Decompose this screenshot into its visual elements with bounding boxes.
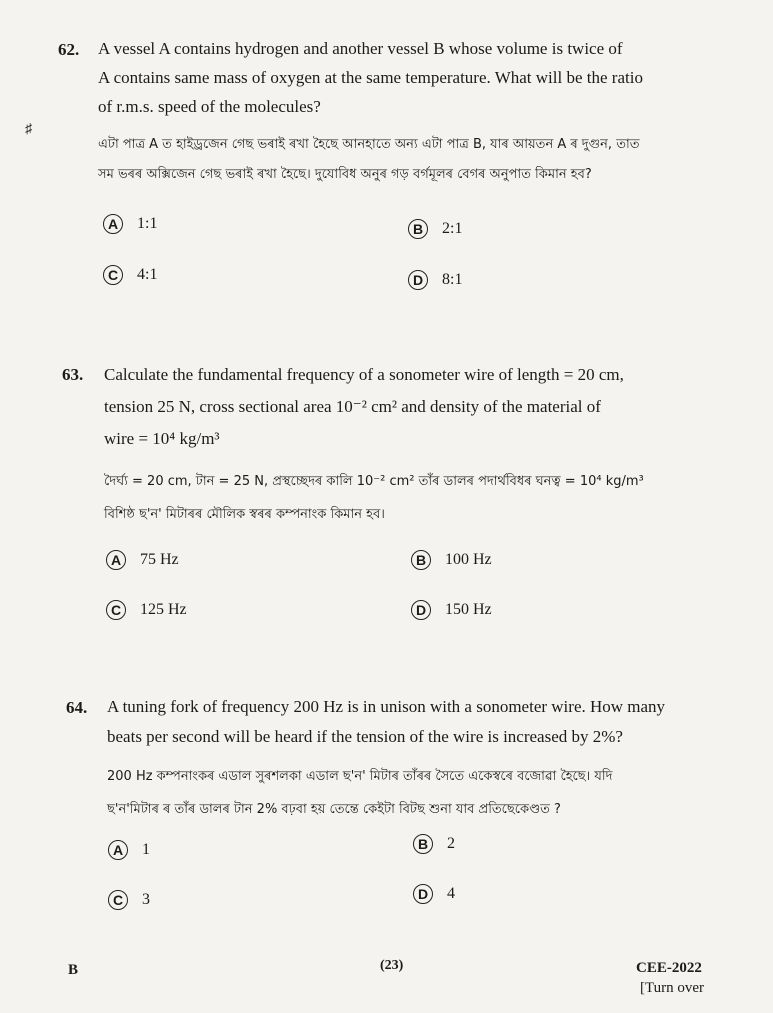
turn-over-note: [Turn over [640,980,705,996]
question-line: A contains same mass of oxygen at the same temperature. What will be the ratio [98,68,643,87]
question-line: 200 Hz কম্পনাংকৰ এডাল সুৰশলকা এডাল ছ'ন' মিটাৰ তাঁৰৰ সৈতে একেস্বৰে বজোৱা হৈছে। যদি [107,769,613,784]
question-line: beats per second will be heard if the tension of the wire is increased by 2%? [107,727,623,746]
option-text: 125 Hz [140,601,187,618]
exam-code: CEE-2022 [636,960,702,976]
option-letter-circle: A [103,214,123,234]
option-text: 1:1 [137,215,158,232]
option-b[interactable] [411,550,492,570]
option-a[interactable] [106,550,179,570]
option-letter-circle: C [103,265,123,285]
question-text-english [107,692,717,752]
question-line: A tuning fork of frequency 200 Hz is in unison with a sonometer wire. How many [107,697,666,716]
option-letter-circle: B [408,219,428,239]
option-letter-circle: A [106,550,126,570]
option-text: 100 Hz [445,551,492,568]
option-c[interactable] [103,265,157,285]
option-c[interactable] [106,600,187,620]
question-line: of r.m.s. speed of the molecules? [98,97,321,116]
question-number: 64. [66,698,88,717]
question-line: tension 25 N, cross sectional area 10⁻² cm² and density of the material of [104,397,601,416]
option-letter-circle: C [108,890,128,910]
question-line: সম ভৰৰ অক্সিজেন গেছ ভৰাই ৰখা হৈছে। দুযোবিধ অনুৰ গড় বৰ্গমূলৰ বেগৰ অনুপাত কিমান হব? [98,167,592,182]
question-text-english [98,34,718,121]
booklet-series: B [68,962,79,978]
question-line: দৈৰ্ঘ্য = 20 cm, টান = 25 N, প্ৰস্থচ্ছেদৰ কালি 10⁻² cm² তাঁৰ ডালৰ পদাৰ্থবিধৰ ঘনত্ব = 10⁴ kg/m³ [104,474,644,489]
question-line: ছ'ন'মিটাৰ ৰ তাঁৰ ডালৰ টান 2% বঢ়বা হয় তেন্তে কেইটা বিটছ শুনা যাব প্ৰতিছেকেণ্ডত ? [107,802,561,817]
option-letter-circle: D [411,600,431,620]
option-text: 2:1 [442,220,463,237]
option-text: 75 Hz [140,551,179,568]
option-letter-circle: A [108,840,128,860]
option-text: 3 [142,891,150,908]
option-letter-circle: D [408,270,428,290]
option-d[interactable] [408,270,462,290]
option-text: 4 [447,885,455,902]
option-text: 8:1 [442,271,463,288]
question-line: wire = 10⁴ kg/m³ [104,429,220,448]
option-text: 1 [142,841,150,858]
option-d[interactable] [413,884,455,904]
option-a[interactable] [103,214,157,234]
option-text: 2 [447,835,455,852]
question-text-assamese [104,465,719,531]
question-text-assamese [98,130,723,190]
question-text-assamese [107,760,719,826]
question-line: এটা পাত্ৰ A ত হাইড্ৰজেন গেছ ভৰাই ৰখা হৈছে আনহাতে অন্য এটা পাত্ৰ B, যাৰ আয়তন A ৰ দুগুন, তাত [98,137,640,152]
question-text-english [104,359,716,455]
margin-mark: ♯ [25,122,32,137]
option-text: 150 Hz [445,601,492,618]
question-line: Calculate the fundamental frequency of a sonometer wire of length = 20 cm, [104,365,624,384]
option-letter-circle: B [413,834,433,854]
question-number: 63. [62,365,84,384]
option-letter-circle: B [411,550,431,570]
option-b[interactable] [408,219,462,239]
option-b[interactable] [413,834,455,854]
option-c[interactable] [108,890,150,910]
option-d[interactable] [411,600,492,620]
page-number: (23) [380,958,404,973]
option-letter-circle: D [413,884,433,904]
question-number: 62. [58,40,80,59]
option-a[interactable] [108,840,150,860]
question-line: বিশিষ্ঠ ছ'ন' মিটাৰৰ মৌলিক স্বৰৰ কম্পনাংক কিমান হব। [104,507,385,522]
option-text: 4:1 [137,266,158,283]
question-line: A vessel A contains hydrogen and another vessel B whose volume is twice of [98,39,623,58]
option-letter-circle: C [106,600,126,620]
